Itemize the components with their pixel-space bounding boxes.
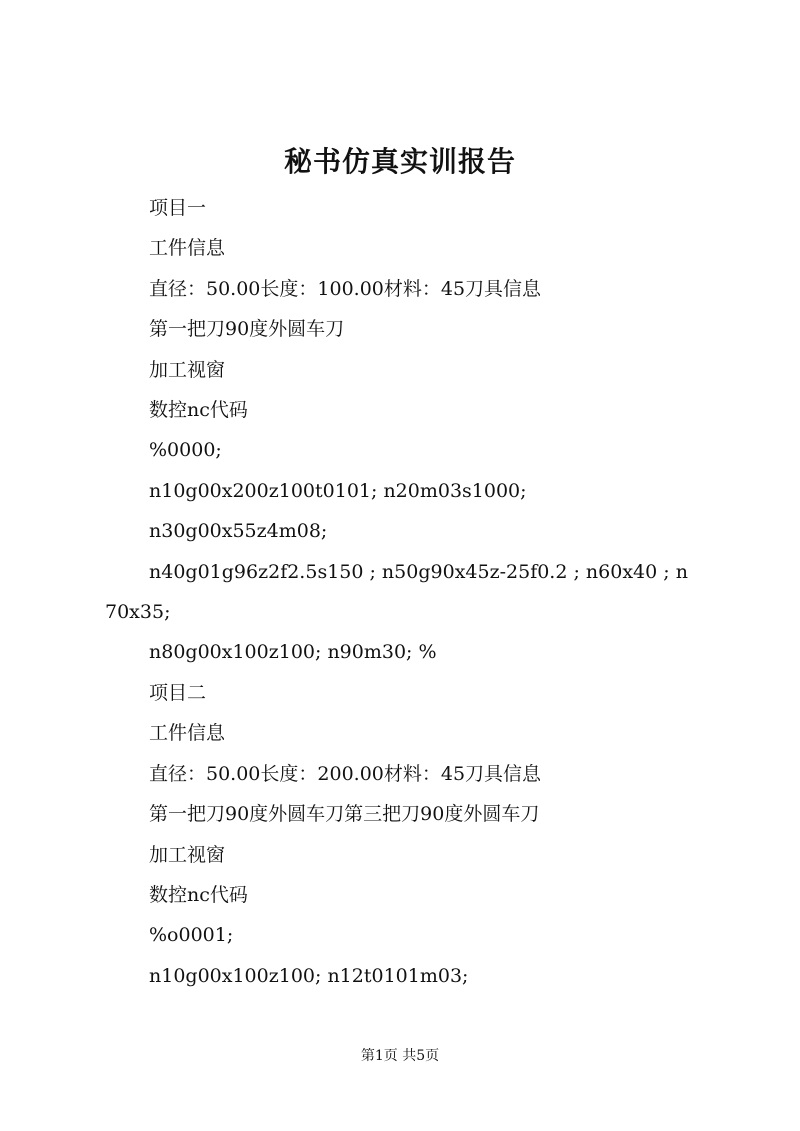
document-title: 秘书仿真实训报告 (283, 145, 516, 178)
paragraph-project-two: 项目二 (149, 681, 207, 704)
paragraph-nc-code-line: n10g00x200z100t0101; n20m03s1000; (149, 479, 527, 502)
paragraph-dimensions: 直径：50.00长度：200.00材料：45刀具信息 (149, 762, 542, 785)
paragraph-tool: 第一把刀90度外圆车刀第三把刀90度外圆车刀 (149, 803, 540, 826)
paragraph-process-window: 加工视窗 (149, 843, 226, 866)
paragraph-nc-code-line: %0000; (149, 439, 222, 462)
paragraph-project-one: 项目一 (149, 197, 207, 219)
page-number-footer: 第1页 共5页 (360, 1048, 440, 1064)
paragraph-nc-code-heading: 数控nc代码 (149, 399, 248, 422)
paragraph-tool: 第一把刀90度外圆车刀 (149, 318, 345, 341)
paragraph-nc-code-heading: 数控nc代码 (149, 883, 248, 906)
paragraph-process-window: 加工视窗 (149, 358, 226, 381)
paragraph-nc-code-line: n10g00x100z100; n12t0101m03; (149, 964, 469, 987)
paragraph-workpiece-info: 工件信息 (149, 722, 226, 745)
paragraph-nc-code-line: %o0001; (149, 924, 234, 947)
paragraph-workpiece-info: 工件信息 (149, 237, 226, 260)
document-body (105, 188, 695, 996)
paragraph-nc-code-line: n30g00x55z4m08; (149, 520, 328, 543)
paragraph-nc-code-line: n40g01g96z2f2.5s150 ; n50g90x45z-25f0.2 ; n60x40 ; n70x35; (105, 560, 688, 624)
paragraph-dimensions: 直径：50.00长度：100.00材料：45刀具信息 (149, 277, 542, 300)
paragraph-nc-code-line: n80g00x100z100; n90m30; % (149, 641, 437, 664)
